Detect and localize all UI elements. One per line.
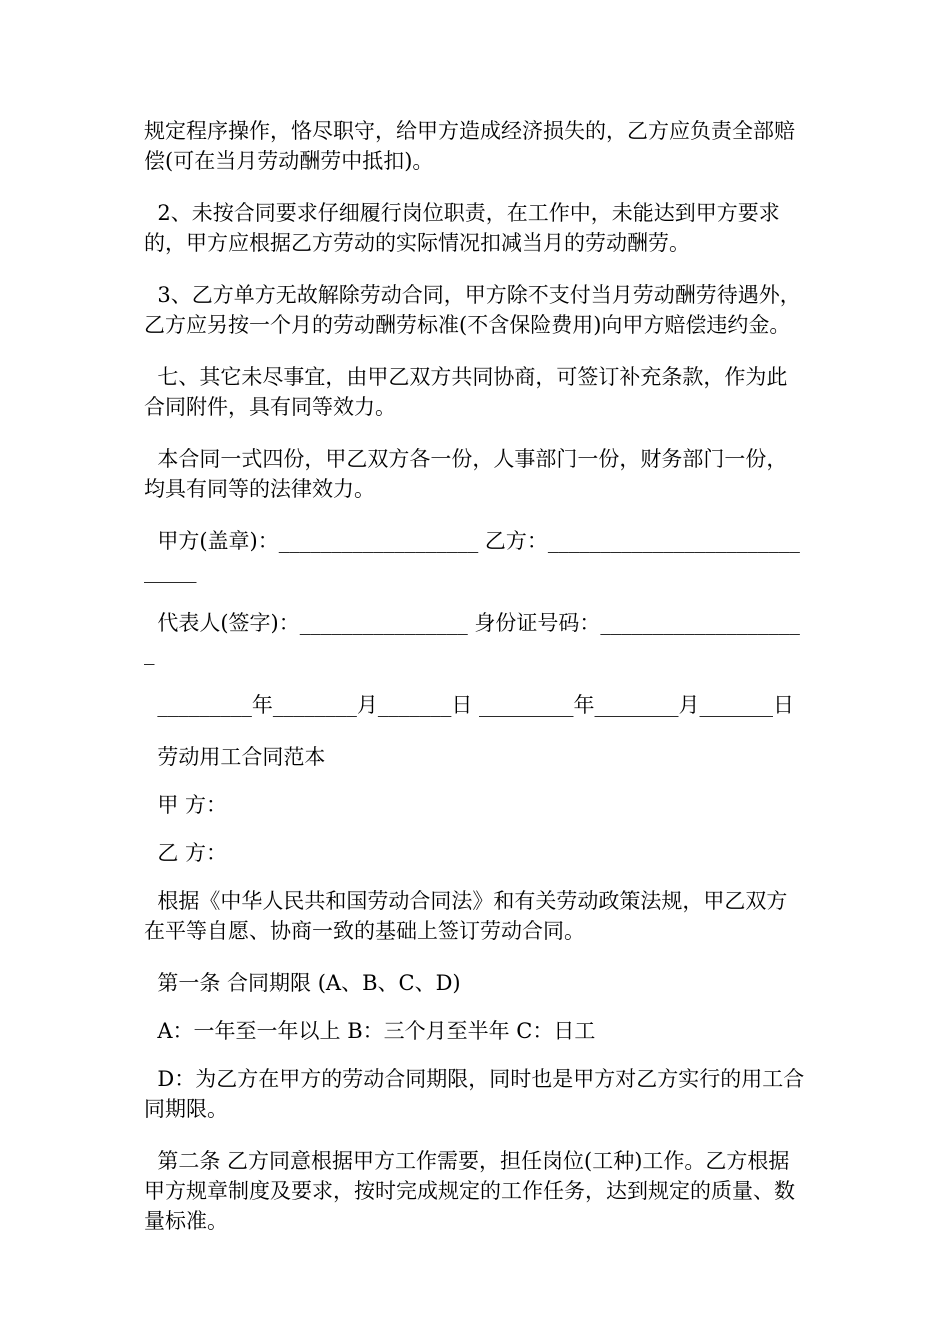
party-b-label: 乙 方： (144, 841, 228, 865)
article-1-options: A：一年至一年以上 B：三个月至半年 C：日工 (144, 1019, 596, 1043)
paragraph-item-2: 2、未按合同要求仔细履行岗位职责，在工作中，未能达到甲方要求的，甲方应根据乙方劳动的实际情况扣减当月的劳动酬劳。 (144, 201, 780, 255)
paragraph-compensation-clause: 规定程序操作，恪尽职守，给甲方造成经济损失的，乙方应负责全部赔偿(可在当月劳动酬劳中抵扣)。 (144, 119, 795, 173)
article-1-heading: 第一条 合同期限 (A、B、C、D) (144, 971, 461, 995)
paragraph-copies: 本合同一式四份，甲乙双方各一份，人事部门一份，财务部门一份，均具有同等的法律效力。 (144, 447, 788, 501)
signature-party-line: 甲方(盖章)：___________________ 乙方：_____________________________ (144, 529, 800, 583)
paragraph-section-7: 七、其它未尽事宜，由甲乙双方共同协商，可签订补充条款，作为此合同附件，具有同等效力。 (144, 365, 788, 419)
paragraph-item-3: 3、乙方单方无故解除劳动合同，甲方除不支付当月劳动酬劳待遇外，乙方应另按一个月的劳动酬劳标准(不含保险费用)向甲方赔偿违约金。 (144, 283, 801, 337)
article-1-option-d: D：为乙方在甲方的劳动合同期限，同时也是甲方对乙方实行的用工合同期限。 (144, 1067, 805, 1121)
signature-date-line: _________年________月_______日 _________年________月_______日 (144, 693, 795, 717)
article-2: 第二条 乙方同意根据甲方工作需要，担任岗位(工种)工作。乙方根据甲方规章制度及要求，按时完成规定的工作任务，达到规定的质量、数量标准。 (144, 1149, 795, 1233)
party-a-label: 甲 方： (144, 793, 228, 817)
document-title: 劳动用工合同范本 (144, 745, 326, 769)
paragraph-preamble: 根据《中华人民共和国劳动合同法》和有关劳动政策法规，甲乙双方在平等自愿、协商一致的基础上签订劳动合同。 (144, 889, 788, 943)
document-page (144, 116, 808, 1258)
signature-representative-line: 代表人(签字)：________________ 身份证号码：____________________ (144, 611, 800, 665)
